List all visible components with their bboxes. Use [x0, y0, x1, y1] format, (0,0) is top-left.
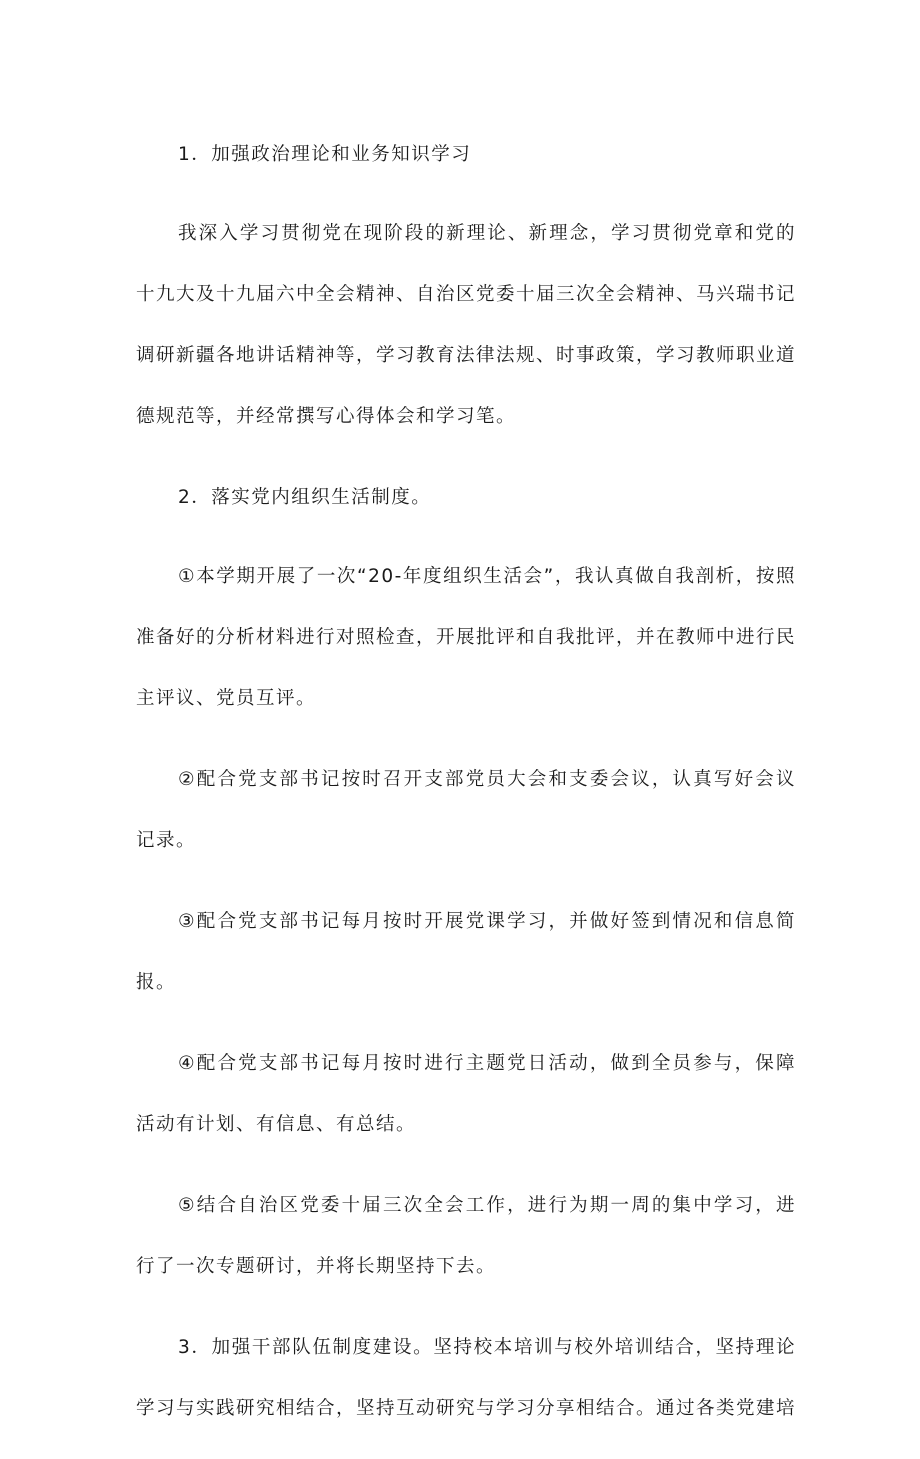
section-heading-2: 2．落实党内组织生活制度。	[178, 487, 432, 508]
list-item-1: ①本学期开展了一次“20-年度组织生活会”，我认真做自我剖析，按照准备好的分析材料进行对照检查，开展批评和自我批评，并在教师中进行民主评议、党员互评。	[136, 566, 797, 709]
section-heading-1: 1．加强政治理论和业务知识学习	[178, 144, 472, 165]
document-body	[136, 124, 796, 1459]
section-heading-3: 3．加强干部队伍制度建设。坚持校本培训与校外培训结合，坚持理论学习与实践研究相结合，坚持互动研究与学习分享相结合。通过各类党建培	[136, 1337, 797, 1419]
list-item-2: ②配合党支部书记按时召开支部党员大会和支委会议，认真写好会议记录。	[136, 769, 796, 851]
list-item-4: ④配合党支部书记每月按时进行主题党日活动，做到全员参与，保障活动有计划、有信息、有总结。	[136, 1053, 796, 1135]
list-item-3: ③配合党支部书记每月按时开展党课学习，并做好签到情况和信息简报。	[136, 911, 796, 993]
list-item-5: ⑤结合自治区党委十届三次全会工作，进行为期一周的集中学习，进行了一次专题研讨，并将长期坚持下去。	[136, 1195, 796, 1277]
paragraph-study: 我深入学习贯彻党在现阶段的新理论、新理念，学习贯彻党章和党的十九大及十九届六中全会精神、自治区党委十届三次全会精神、马兴瑞书记调研新疆各地讲话精神等，学习教育法律法规、时事政策，学习教师职业道德规范等，并经常撰写心得体会和学习笔。	[136, 223, 797, 427]
